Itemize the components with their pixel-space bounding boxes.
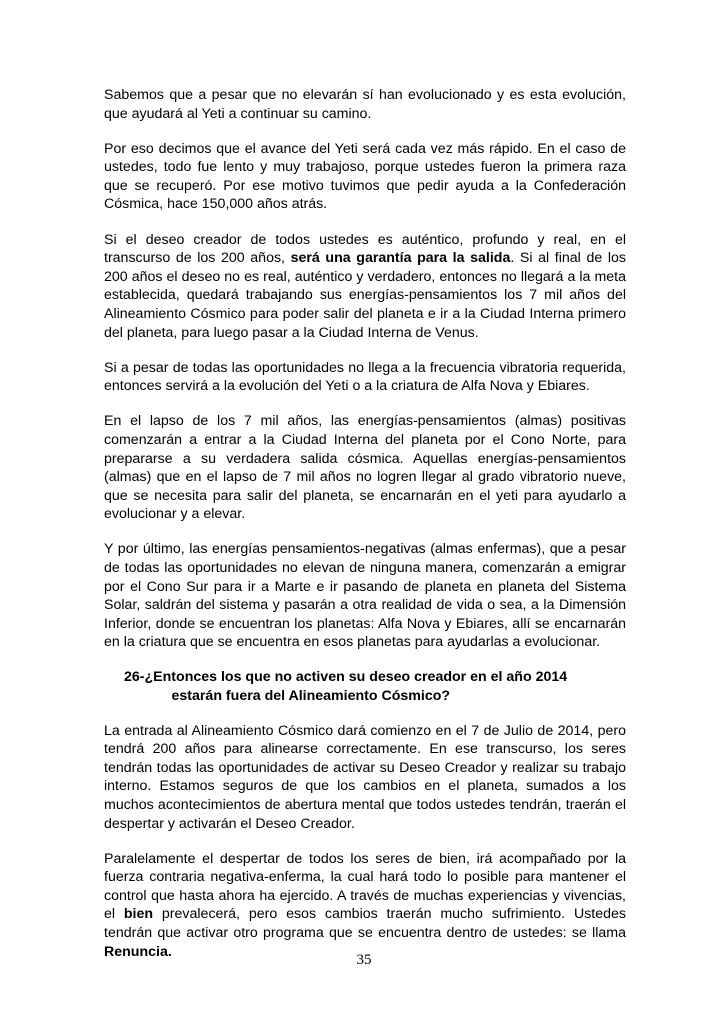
question-line-2: estarán fuera del Alineamiento Cósmico? [171, 688, 451, 705]
paragraph [104, 231, 626, 343]
paragraph: Sabemos que a pesar que no elevarán sí han evolucionado y es esta evolución, que ayudará al Yeti a continuar su camino. [104, 87, 626, 122]
paragraph: La entrada al Alineamiento Cósmico dará comienzo en el 7 de Julio de 2014, pero tendrá 200 años para alinearse correctamente. En ese transcurso, los seres tendrán todas las oportunidades de activar su Deseo Creador y realizar su trabajo interno. Estamos seguros de que los cambios en el planeta, sumados a los muchos acontecimientos de abertura mental que todos ustedes tendrán, traerán el despertar y activarán el Deseo Creador. [104, 722, 626, 832]
paragraph: Y por último, las energías pensamientos-negativas (almas enfermas), que a pesar de todas las oportunidades no elevan de ninguna manera, comenzarán a emigrar por el Cono Sur para ir a Marte e ir pasando de planeta en planeta del Sistema Solar, saldrán del sistema y pasarán a otra realidad de vida o sea, a la Dimensión Inferior, donde se encuentran los planetas: Alfa Nova y Ebiares, allí se encarnarán en la criatura que se encuentra en esos planetas para ayudarlas a evolucionar. [104, 541, 626, 651]
bold-word: bien [123, 906, 154, 923]
question-line-1: ¿Entonces los que no activen su deseo creador en el año 2014 [144, 669, 568, 686]
page-number: 35 [356, 952, 372, 968]
paragraph [104, 850, 626, 962]
question-number: 26- [124, 669, 145, 686]
question-heading [124, 668, 626, 705]
paragraph: Si a pesar de todas las oportunidades no llega a la frecuencia vibratoria requerida, entonces servirá a la evolución del Yeti o a la criatura de Alfa Nova y Ebiares. [104, 359, 626, 395]
bold-word: Renuncia. [104, 943, 172, 960]
paragraph: En el lapso de los 7 mil años, las energías-pensamientos (almas) positivas comenzarán a entrar a la Ciudad Interna del planeta por el Cono Norte, para prepararse a su verdadera salida cósmica. Aquellas energías-pensamientos (almas) que en el lapso de 7 mil años no logren llegar al grado vibratorio nueve, que se necesita para salir del planeta, se encarnarán en el yeti para ayudarlo a evolucionar y a elevar. [104, 413, 626, 523]
paragraph-text: Paralelamente el despertar de todos los seres de bien, irá acompañado por la fuerza contraria negativa-enferma, la cual hará todo lo posible para mantener el control que hasta ahora ha ejercido. A través de muchas experiencias y vivencias, el [104, 850, 626, 923]
document-body [104, 86, 626, 978]
paragraph: Por eso decimos que el avance del Yeti será cada vez más rápido. En el caso de ustedes, todo fue lento y muy trabajoso, porque ustedes fueron la primera raza que se recuperó. Por ese motivo tuvimos que pedir ayuda a la Confederación Cósmica, hace 150,000 años atrás. [104, 140, 626, 213]
question-text [145, 668, 626, 705]
paragraph-text: prevalecerá, pero esos cambios traerán mucho sufrimiento. Ustedes tendrán que activar otro programa que se encuentra dentro de ustedes: se llama [104, 906, 626, 942]
paragraph-text: . Si al final de los 200 años el deseo no es real, auténtico y verdadero, entonces no llegará a la meta establecida, quedará trabajando sus energías-pensamientos los 7 mil años del Alineamiento Cósmico para poder salir del planeta e ir a la Ciudad Interna primero del planeta, para luego pasar a la Ciudad Interna de Venus. [104, 250, 626, 341]
paragraph-text: Si el deseo creador de todos ustedes es auténtico, profundo y real, en el transcurso de los 200 años, [104, 231, 626, 267]
bold-phrase: será una garantía para la salida [290, 250, 511, 267]
